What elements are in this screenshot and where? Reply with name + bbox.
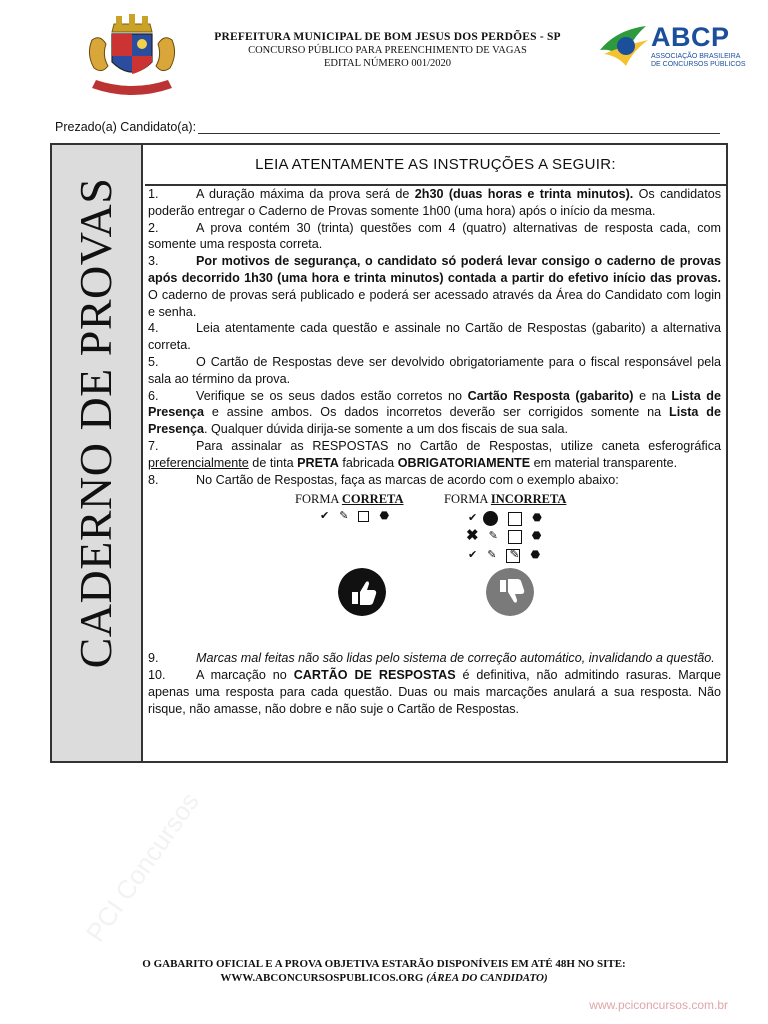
instruction-number: 9. xyxy=(148,651,159,666)
instruction-text: fabricada xyxy=(338,455,398,470)
instruction-item xyxy=(148,650,721,667)
instruction-item xyxy=(148,388,721,438)
instruction-item xyxy=(148,253,721,320)
instruction-number: 8. xyxy=(148,472,159,487)
instruction-number: 10. xyxy=(148,668,166,683)
instruction-text: e assine ambos. Os dados incorretos deverão ser corrigidos somente na xyxy=(204,405,670,420)
shield-mark-icon: ⬣ xyxy=(531,530,542,543)
candidate-name-line xyxy=(55,120,720,134)
x-mark-icon: ✖ xyxy=(466,527,479,545)
abcp-emblem-icon xyxy=(596,20,650,70)
instruction-number: 1. xyxy=(148,187,159,201)
municipality-title: PREFEITURA MUNICIPAL DE BOM JESUS DOS PERDÕES - SP xyxy=(214,31,561,43)
instruction-item xyxy=(148,320,721,354)
instruction-text: A marcação no xyxy=(196,668,294,683)
instruction-text: A prova contém 30 (trinta) questões com 4 (quatro) alternativas de resposta cada, com somente uma resposta correta. xyxy=(148,220,721,252)
instruction-text: preferencialmente xyxy=(148,455,249,470)
municipal-coat-of-arms-logo xyxy=(72,10,192,96)
correct-form-label: FORMA CORRETA xyxy=(295,492,404,507)
check-mark-icon: ✔ xyxy=(468,549,478,562)
instruction-text: Lista de Presença xyxy=(148,388,722,420)
pen-mark-icon: ✎ xyxy=(339,510,349,523)
incorrect-mark-row-1 xyxy=(468,510,542,527)
instruction-number: 5. xyxy=(148,354,159,369)
footer-notice xyxy=(0,957,768,985)
instruction-text: Os candidatos poderão entregar o Caderno de Provas somente 1h00 (uma hora) após o início da mesma. xyxy=(148,187,721,218)
instruction-number: 3. xyxy=(148,254,159,269)
instruction-text: Marcas mal feitas não são lidas pelo sistema de correção automático, invalidando a questão. xyxy=(196,651,715,666)
check-mark-icon: ✔ xyxy=(320,510,330,523)
instruction-text: PRETA xyxy=(297,455,339,470)
instruction-text: Lista de Presença xyxy=(148,405,721,437)
shield-mark-icon: ⬣ xyxy=(532,512,542,525)
footer-line-2 xyxy=(0,971,768,985)
instruction-text: OBRIGATORIAMENTE xyxy=(397,455,531,470)
pci-site-link[interactable]: www.pciconcursos.com.br xyxy=(589,998,728,1012)
instructions-content xyxy=(145,145,726,761)
check-mark-icon: ✔ xyxy=(468,512,478,525)
instruction-text: e na xyxy=(633,388,672,403)
instruction-number: 6. xyxy=(148,388,159,403)
instruction-text: em material transparente. xyxy=(530,455,678,470)
instruction-text: CARTÃO DE RESPOSTAS xyxy=(293,668,456,683)
pci-watermark: PCI Concursos xyxy=(80,786,205,948)
abcp-logo xyxy=(596,18,756,78)
instructions-panel xyxy=(50,143,728,763)
footer-site-link[interactable]: WWW.ABCONCURSOSPUBLICOS.ORG xyxy=(220,972,424,984)
edital-number: EDITAL NÚMERO 001/2020 xyxy=(323,58,452,69)
filled-circle-icon xyxy=(483,511,498,526)
shield-mark-icon: ⬣ xyxy=(379,510,390,523)
empty-box-icon xyxy=(358,511,369,522)
side-banner xyxy=(52,145,143,761)
footer-line-1: O GABARITO OFICIAL E A PROVA OBJETIVA ESTARÃO DISPONÍVEIS EM ATÉ 48H NO SITE: xyxy=(142,958,626,970)
candidate-label: Prezado(a) Candidato(a): xyxy=(55,120,197,134)
candidate-name-blank[interactable] xyxy=(198,121,720,134)
mark-examples xyxy=(148,488,721,650)
instructions-list xyxy=(148,186,721,718)
instruction-text: Para assinalar as RESPOSTAS no Cartão de Respostas, utilize caneta esferográfica xyxy=(196,438,721,453)
correct-mark-row xyxy=(320,508,389,525)
header-text-block xyxy=(190,30,585,70)
thumbs-up-icon xyxy=(338,568,386,616)
contest-title: CONCURSO PÚBLICO PARA PREENCHIMENTO DE VAGAS xyxy=(248,45,527,56)
booklet-title: CADERNO DE PROVAS xyxy=(70,177,121,669)
empty-box-icon xyxy=(508,512,522,526)
instruction-number: 4. xyxy=(148,321,159,336)
pen-mark-icon: ✎ xyxy=(487,549,497,562)
instructions-items-after xyxy=(148,650,721,717)
abcp-logo-name: ABCP xyxy=(651,22,730,52)
instruction-number: 7. xyxy=(148,438,159,453)
scribbled-box-icon: ✎ xyxy=(506,549,520,563)
instruction-text: No Cartão de Respostas, faça as marcas de acordo com o exemplo abaixo: xyxy=(196,472,619,487)
instruction-text: O Cartão de Respostas deve ser devolvido obrigatoriamente para o fiscal responsável pela sala ao término da prova. xyxy=(148,354,721,386)
instruction-text: Cartão Resposta (gabarito) xyxy=(467,388,634,403)
thumbs-down-icon xyxy=(486,568,534,616)
incorrect-form-label: FORMA INCORRETA xyxy=(444,492,567,507)
abcp-logo-subtitle: ASSOCIAÇÃO BRASILEIRA DE CONCURSOS PÚBLICOS xyxy=(651,53,746,68)
instruction-text: . Qualquer dúvida dirija-se somente a um dos fiscais de sua sala. xyxy=(204,422,569,437)
instructions-heading: LEIA ATENTAMENTE AS INSTRUÇÕES A SEGUIR: xyxy=(145,145,726,186)
instruction-number: 2. xyxy=(148,220,159,235)
instruction-text: O caderno de provas será publicado e poderá ser acessado através da Área do Candidato com login e senha. xyxy=(148,287,721,319)
instructions-items xyxy=(148,186,721,488)
instruction-text: A duração máxima da prova será de xyxy=(196,187,415,201)
empty-box-icon xyxy=(508,530,522,544)
instruction-item xyxy=(148,354,721,388)
instruction-text: é definitiva, não admitindo rasuras. Marque apenas uma resposta para cada questão. Duas ou mais marcações anulará a sua resposta. Não risque, não amasse, não dobre e não suje o Cartão de Respostas. xyxy=(148,668,721,716)
incorrect-mark-row-3 xyxy=(468,547,540,564)
instruction-text: Leia atentamente cada questão e assinale no Cartão de Respostas (gabarito) a alternativa correta. xyxy=(148,321,721,353)
footer-site-note: (ÁREA DO CANDIDATO) xyxy=(426,972,548,984)
instruction-item xyxy=(148,438,721,472)
instruction-item xyxy=(148,472,721,489)
shield-mark-icon: ⬣ xyxy=(530,549,541,562)
incorrect-mark-row-2 xyxy=(466,528,541,545)
instruction-text: Por motivos de segurança, o candidato só poderá levar consigo o caderno de provas após decorrido 1h30 (uma hora e trinta minutos) contada a partir do efetivo início das provas. xyxy=(148,254,721,285)
instruction-item xyxy=(148,220,721,254)
instruction-text: Verifique se os seus dados estão corretos no xyxy=(196,388,468,403)
instruction-text: de tinta xyxy=(248,455,298,470)
instruction-item xyxy=(148,186,721,220)
instruction-item xyxy=(148,667,721,717)
instruction-text: 2h30 (duas horas e trinta minutos). xyxy=(414,187,634,201)
pen-mark-icon: ✎ xyxy=(488,530,498,543)
